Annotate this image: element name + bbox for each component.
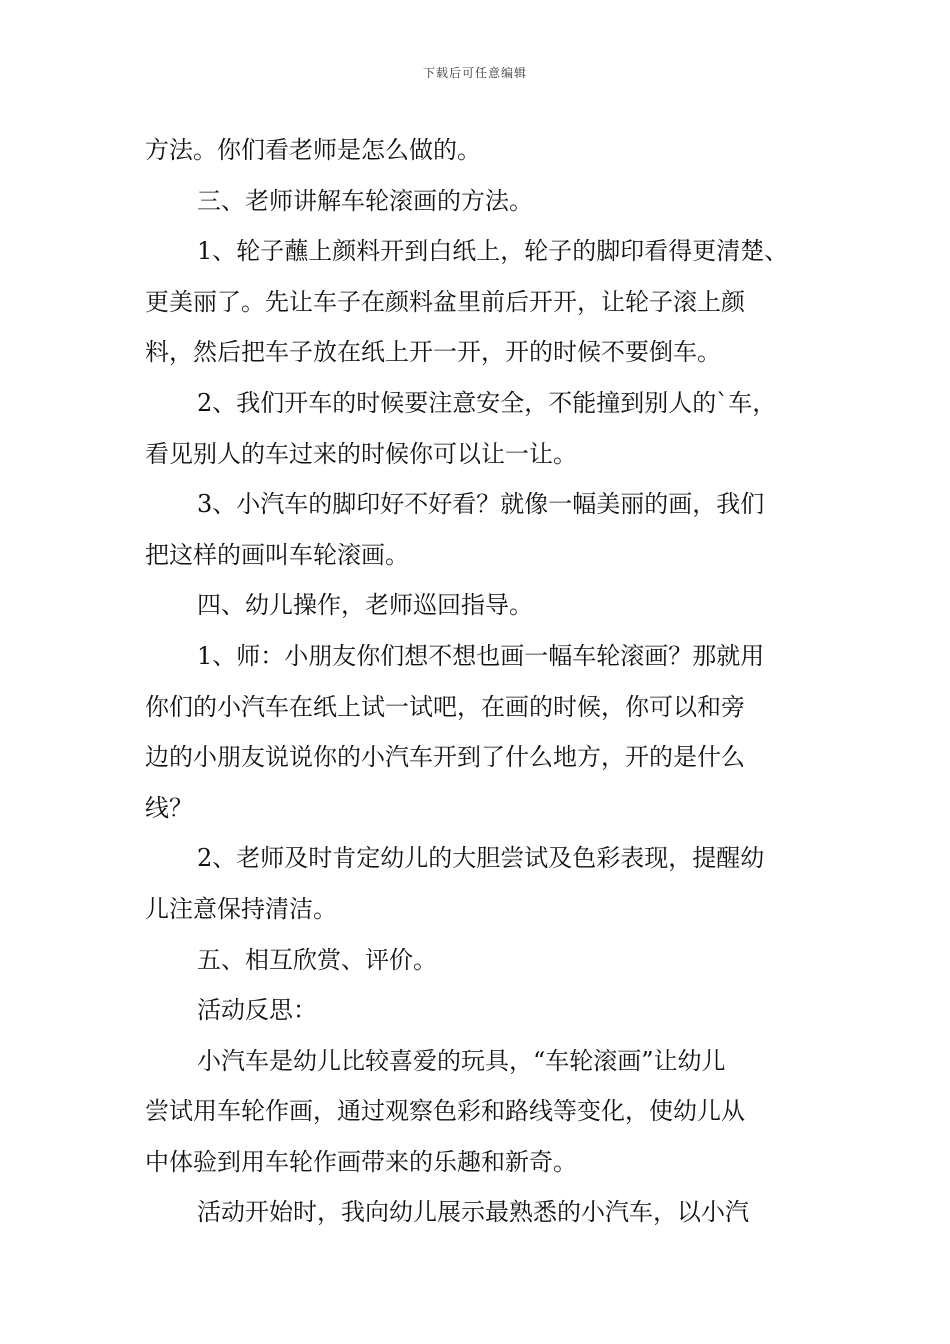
text-line: 2、我们开车的时候要注意安全，不能撞到别人的`车， — [197, 388, 777, 417]
text-line: 1、轮子蘸上颜料开到白纸上，轮子的脚印看得更清楚、 — [197, 237, 789, 266]
text-line: 三、老师讲解车轮滚画的方法。 — [197, 186, 533, 215]
text-line: 料，然后把车子放在纸上开一开，开的时候不要倒车。 — [145, 338, 721, 367]
text-line: 边的小朋友说说你的小汽车开到了什么地方，开的是什么 — [145, 743, 745, 772]
text-line: 1、师：小朋友你们想不想也画一幅车轮滚画？那就用 — [197, 641, 765, 670]
text-line: 中体验到用车轮作画带来的乐趣和新奇。 — [145, 1147, 577, 1176]
text-line: 2、老师及时肯定幼儿的大胆尝试及色彩表现，提醒幼 — [197, 844, 765, 873]
text-line: 看见别人的车过来的时候你可以让一让。 — [145, 439, 577, 468]
document-body — [145, 125, 810, 1238]
text-line: 线？ — [145, 793, 193, 822]
page-header: 下载后可任意编辑 — [422, 66, 527, 80]
text-line: 五、相互欣赏、评价。 — [197, 945, 437, 974]
text-line: 小汽车是幼儿比较喜爱的玩具，“车轮滚画”让幼儿 — [197, 1046, 726, 1075]
text-line: 活动反思： — [197, 996, 317, 1025]
text-line: 方法。你们看老师是怎么做的。 — [145, 136, 481, 164]
text-line: 把这样的画叫车轮滚画。 — [145, 540, 409, 569]
text-line: 3、小汽车的脚印好不好看？就像一幅美丽的画，我们 — [197, 490, 765, 519]
text-line: 你们的小汽车在纸上试一试吧，在画的时候，你可以和旁 — [145, 692, 745, 721]
text-line: 尝试用车轮作画，通过观察色彩和路线等变化，使幼儿从 — [145, 1097, 745, 1126]
text-line: 活动开始时，我向幼儿展示最熟悉的小汽车，以小汽 — [197, 1198, 749, 1227]
text-line: 儿注意保持清洁。 — [145, 894, 337, 923]
text-line: 四、幼儿操作，老师巡回指导。 — [197, 591, 533, 620]
text-line: 更美丽了。先让车子在颜料盆里前后开开，让轮子滚上颜 — [145, 287, 745, 316]
